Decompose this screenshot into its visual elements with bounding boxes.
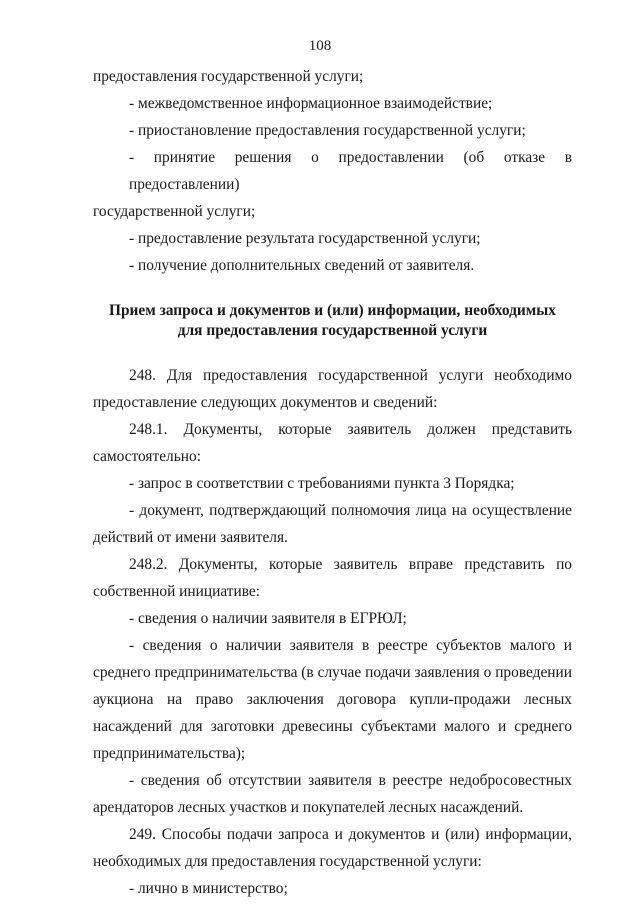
paragraph-248: 248. Для предоставления государственной услуги необходимо <box>129 367 572 384</box>
list-item: - запрос в соответствии с требованиями пункта 3 Порядка; <box>129 475 515 492</box>
list-item: - сведения о наличии заявителя в ЕГРЮЛ; <box>129 610 407 627</box>
document-body <box>93 63 572 902</box>
list-item: - принятие решения о предоставлении (об отказе в предоставлении) <box>129 149 572 193</box>
list-item: - лично в министерство; <box>129 880 288 897</box>
page-number: 108 <box>308 38 332 54</box>
list-item: - сведения о наличии заявителя в реестре субъектов малого и <box>129 637 572 654</box>
list-item-cont: насаждений для заготовки древесины субъектами малого и среднего <box>93 718 572 735</box>
list-item-cont: среднего предпринимательства (в случае подачи заявления о проведении <box>93 664 572 681</box>
list-item: - предоставление результата государственной услуги; <box>129 230 481 247</box>
paragraph-248-1-cont: самостоятельно: <box>93 448 201 465</box>
paragraph-249: 249. Способы подачи запроса и документов и (или) информации, <box>129 826 572 843</box>
text-line: предоставления государственной услуги; <box>93 68 364 85</box>
list-item-cont: арендаторов лесных участков и покупателей лесных насаждений. <box>93 799 524 816</box>
list-item: - документ, подтверждающий полномочия лица на осуществление <box>129 502 572 519</box>
list-item: - сведения об отсутствии заявителя в реестре недобросовестных <box>129 772 572 789</box>
paragraph-248-1: 248.1. Документы, которые заявитель должен представить <box>129 421 572 438</box>
paragraph-248-cont: предоставление следующих документов и сведений: <box>93 394 438 411</box>
list-item: - межведомственное информационное взаимодействие; <box>129 95 493 112</box>
list-item: - получение дополнительных сведений от заявителя. <box>129 257 475 274</box>
list-item-cont: предпринимательства); <box>93 745 246 762</box>
section-heading-line-1: Прием запроса и документов и (или) информации, необходимых <box>109 302 556 319</box>
list-item: - приостановление предоставления государственной услуги; <box>129 122 526 139</box>
paragraph-249-cont: необходимых для предоставления государственной услуги: <box>93 853 482 870</box>
paragraph-248-2-cont: собственной инициативе: <box>93 583 261 600</box>
list-item-cont: аукциона на право заключения договора купли-продажи лесных <box>93 691 572 708</box>
list-item-cont: действий от имени заявителя. <box>93 529 288 546</box>
text-line: государственной услуги; <box>93 203 256 220</box>
paragraph-248-2: 248.2. Документы, которые заявитель вправе представить по <box>129 556 572 573</box>
section-heading-line-2: для предоставления государственной услуги <box>177 322 488 339</box>
